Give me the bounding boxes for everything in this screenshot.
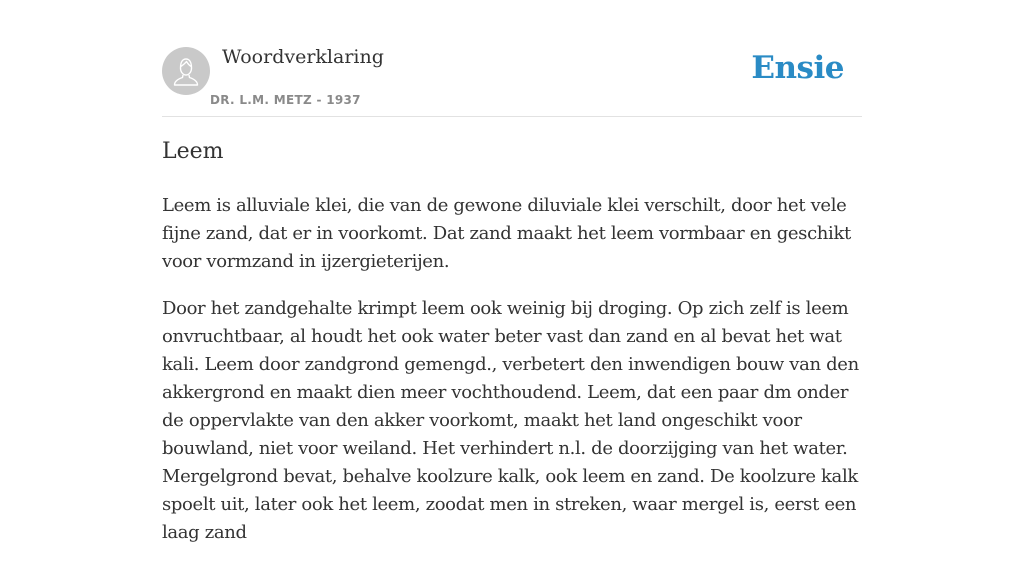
article-title: Leem — [162, 139, 224, 164]
user-silhouette-icon — [162, 47, 210, 95]
author-avatar[interactable] — [162, 47, 210, 95]
article-body — [162, 192, 862, 566]
article-paragraph: Door het zandgehalte krimpt leem ook weinig bij droging. Op zich zelf is leem onvruchtbaar, al houdt het ook water beter vast dan zand en al bevat het wat kali. Leem door zandgrond gemengd., verbetert den inwendigen bouw van den akkergrond en maakt dien meer vochthoudend. Leem, dat een paar dm onder de oppervlakte van den akker voorkomt, maakt het land ongeschikt voor bouwland, niet voor weiland. Het verhindert n.l. de doorzijging van het water. Mergelgrond bevat, behalve koolzure kalk, ook leem en zand. De koolzure kalk spoelt uit, later ook het leem, zoodat men in streken, waar mergel is, eerst een laag zand — [162, 298, 859, 543]
brand-logo[interactable]: Ensie — [751, 50, 844, 86]
source-title[interactable]: Woordverklaring — [222, 46, 384, 68]
article-paragraph: Leem is alluviale klei, die van de gewone diluviale klei verschilt, door het vele fijne zand, dat er in voorkomt. Dat zand maakt het leem vormbaar en geschikt voor vormzand in ijzergieterijen. — [162, 195, 851, 272]
source-meta: DR. L.M. METZ - 1937 — [210, 93, 361, 107]
source-header — [162, 40, 862, 117]
